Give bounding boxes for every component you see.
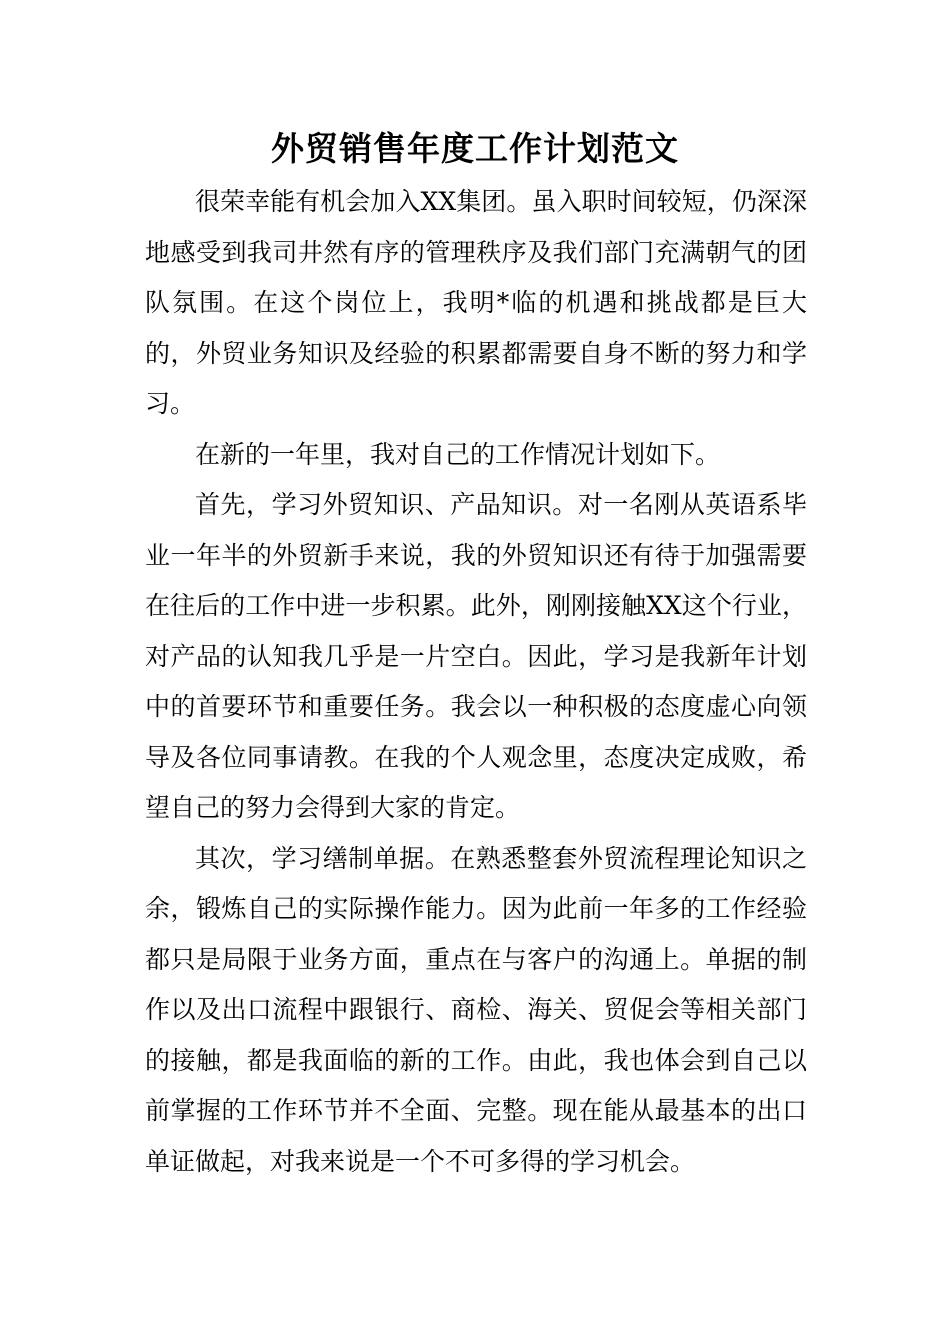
document-body: [145, 177, 807, 1187]
paragraph-plan-lead: 在新的一年里，我对自己的工作情况计划如下。: [195, 439, 721, 469]
paragraph-second-point: 其次，学习缮制单据。在熟悉整套外贸流程理论知识之余，锻炼自己的实际操作能力。因为此前一年多的工作经验都只是局限于业务方面，重点在与客户的沟通上。单据的制作以及出口流程中跟银行、商检、海关、贸促会等相关部门的接触，都是我面临的新的工作。由此，我也体会到自己以前掌握的工作环节并不全面、完整。现在能从最基本的出口单证做起，对我来说是一个不可多得的学习机会。: [145, 843, 807, 1176]
document-title: 外贸销售年度工作计划范文: [271, 129, 679, 168]
paragraph-first-point: 首先，学习外贸知识、产品知识。对一名刚从英语系毕业一年半的外贸新手来说，我的外贸知识还有待于加强需要在往后的工作中进一步积累。此外，刚刚接触XX这个行业，对产品的认知我几乎是一片空白。因此，学习是我新年计划中的首要环节和重要任务。我会以一种积极的态度虚心向领导及各位同事请教。在我的个人观念里，态度决定成败，希望自己的努力会得到大家的肯定。: [145, 490, 807, 822]
paragraph-intro: 很荣幸能有机会加入XX集团。虽入职时间较短，仍深深地感受到我司井然有序的管理秩序及我们部门充满朝气的团队氛围。在这个岗位上，我明*临的机遇和挑战都是巨大的，外贸业务知识及经验的积累都需要自身不断的努力和学习。: [145, 187, 807, 418]
